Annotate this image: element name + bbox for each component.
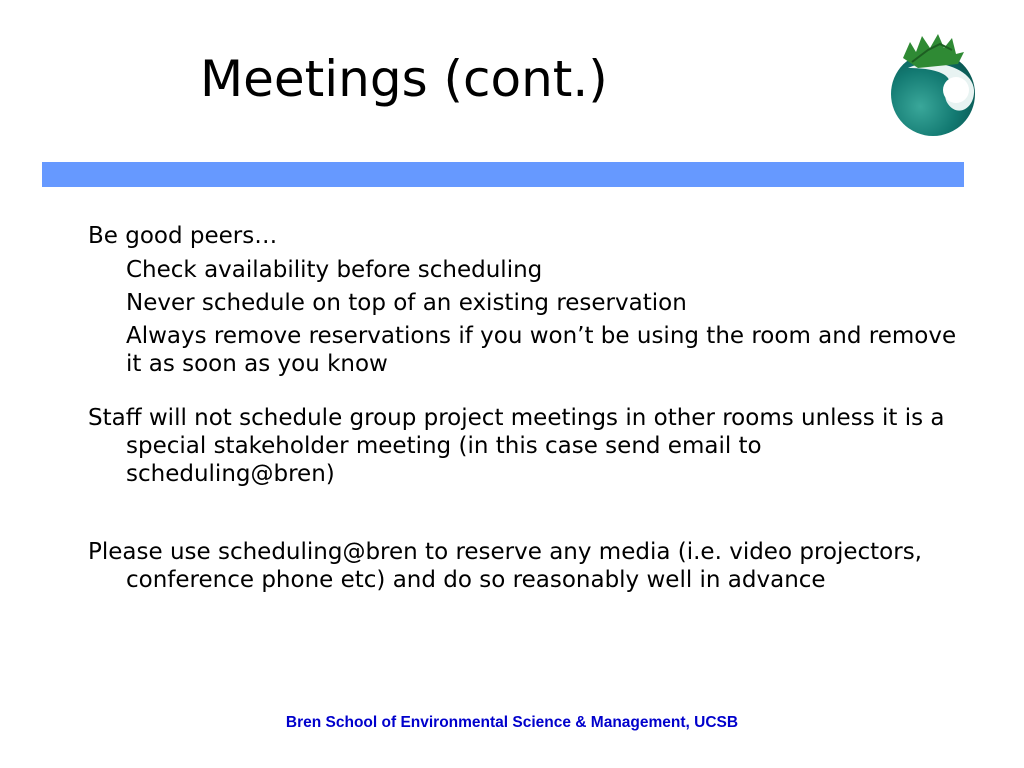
slide-footer: Bren School of Environmental Science & Management, UCSB [285,714,739,731]
bullet-media-reservation: Please use scheduling@bren to reserve any media (i.e. video projectors, conference phone etc) and do so reasonably well in advance [88,539,922,593]
sub-bullet-check-availability: Check availability before scheduling [126,257,543,283]
sub-bullet-never-schedule: Never schedule on top of an existing reservation [126,290,687,316]
title-rule-bar [42,162,964,187]
bren-school-leaf-globe-icon [878,28,984,138]
bullet-be-good-peers: Be good peers… [88,223,278,249]
bullet-staff-scheduling: Staff will not schedule group project meetings in other rooms unless it is a special stakeholder meeting (in this case send email to scheduling@bren) [88,405,945,487]
title-rule-bar-fill [42,162,964,187]
slide-body [88,222,968,594]
sub-bullet-remove-reservations: Always remove reservations if you won’t be using the room and remove it as soon as you know [126,323,957,377]
slide-title: Meetings (cont.) [200,50,608,108]
